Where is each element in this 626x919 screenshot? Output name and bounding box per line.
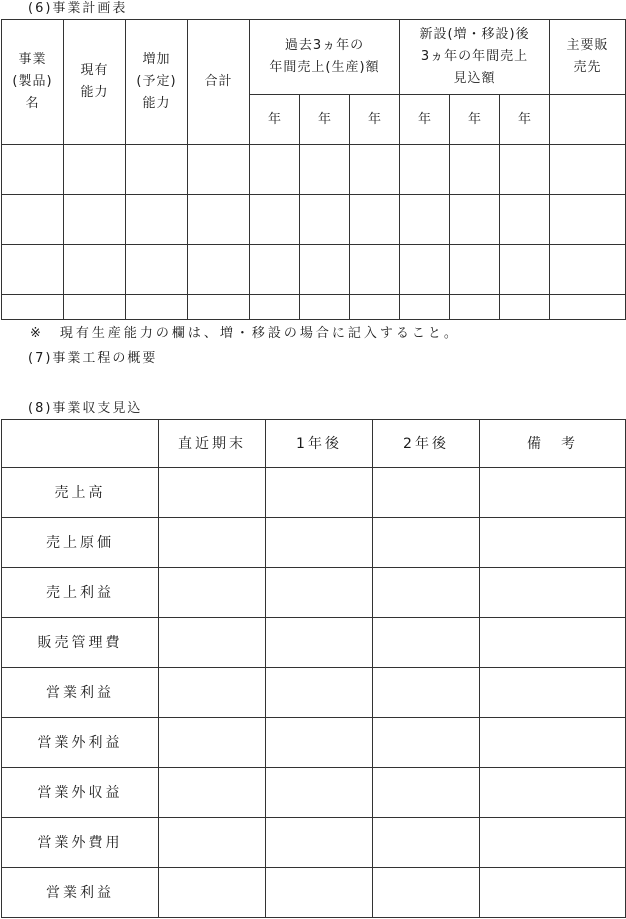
plan-cell[interactable] (450, 145, 500, 195)
capacity-note: ※ 現有生産能力の欄は、増・移設の場合に記入すること。 (30, 326, 460, 341)
future-year-2: 年 (450, 95, 500, 145)
balance-cell[interactable] (480, 868, 626, 918)
section-7-title: (7)事業工程の概要 (28, 351, 158, 366)
row-label-operating-profit: 営業利益 (2, 668, 159, 718)
balance-row (2, 768, 626, 818)
balance-header-row (2, 420, 626, 468)
plan-cell[interactable] (350, 195, 400, 245)
row-label-sga: 販売管理費 (2, 618, 159, 668)
balance-row (2, 818, 626, 868)
balance-cell[interactable] (266, 568, 373, 618)
plan-cell[interactable] (400, 295, 450, 320)
balance-cell[interactable] (480, 668, 626, 718)
plan-cell[interactable] (2, 145, 64, 195)
past-year-2: 年 (300, 95, 350, 145)
plan-cell[interactable] (550, 195, 626, 245)
column-latest-period: 直近期末 (159, 420, 266, 468)
balance-cell[interactable] (480, 718, 626, 768)
balance-cell[interactable] (266, 668, 373, 718)
row-label-non-operating-expense: 営業外費用 (2, 818, 159, 868)
past-year-3: 年 (350, 95, 400, 145)
plan-cell[interactable] (250, 145, 300, 195)
future-year-1: 年 (400, 95, 450, 145)
header-increase-line1: 増加 (142, 52, 171, 67)
row-label-non-operating-profit: 営業外利益 (2, 718, 159, 768)
plan-row (2, 295, 626, 320)
row-label-cost-of-sales: 売上原価 (2, 518, 159, 568)
balance-row (2, 718, 626, 768)
plan-cell[interactable] (126, 145, 188, 195)
balance-cell[interactable] (373, 818, 480, 868)
balance-cell[interactable] (373, 468, 480, 518)
balance-cell[interactable] (373, 668, 480, 718)
plan-cell[interactable] (250, 295, 300, 320)
balance-row (2, 518, 626, 568)
header-increase-line2: (予定) (136, 74, 177, 89)
column-two-years-later: 2年後 (373, 420, 480, 468)
header-increase-capacity (126, 20, 188, 145)
plan-row (2, 195, 626, 245)
balance-cell[interactable] (373, 868, 480, 918)
income-outlook-table (1, 419, 626, 918)
header-current-line1: 現有 (80, 63, 109, 78)
balance-row (2, 568, 626, 618)
balance-cell[interactable] (159, 818, 266, 868)
balance-cell[interactable] (480, 818, 626, 868)
future-year-3: 年 (500, 95, 550, 145)
plan-cell[interactable] (350, 295, 400, 320)
balance-cell[interactable] (373, 518, 480, 568)
balance-cell[interactable] (159, 468, 266, 518)
row-label-operating-profit-2: 営業利益 (2, 868, 159, 918)
column-remarks: 備 考 (480, 420, 626, 468)
plan-cell[interactable] (500, 145, 550, 195)
balance-cell[interactable] (373, 718, 480, 768)
balance-cell[interactable] (480, 568, 626, 618)
plan-cell[interactable] (550, 245, 626, 295)
section-8-title: (8)事業収支見込 (28, 401, 143, 416)
plan-cell[interactable] (188, 245, 250, 295)
header-future-line1: 新設(増・移設)後 (419, 27, 530, 42)
balance-cell[interactable] (266, 518, 373, 568)
header-customers-line1: 主要販 (566, 38, 609, 53)
plan-cell[interactable] (300, 295, 350, 320)
balance-cell[interactable] (266, 468, 373, 518)
plan-row (2, 245, 626, 295)
header-increase-line3: 能力 (142, 96, 171, 111)
balance-cell[interactable] (266, 718, 373, 768)
balance-cell[interactable] (159, 618, 266, 668)
balance-cell[interactable] (266, 618, 373, 668)
plan-cell[interactable] (400, 245, 450, 295)
plan-cell[interactable] (500, 295, 550, 320)
balance-cell[interactable] (266, 818, 373, 868)
balance-cell[interactable] (480, 618, 626, 668)
plan-cell[interactable] (250, 195, 300, 245)
plan-cell[interactable] (450, 245, 500, 295)
balance-cell[interactable] (373, 618, 480, 668)
plan-cell[interactable] (550, 295, 626, 320)
header-total: 合計 (188, 20, 250, 145)
balance-cell[interactable] (159, 668, 266, 718)
plan-cell[interactable] (300, 245, 350, 295)
plan-cell[interactable] (350, 145, 400, 195)
plan-cell[interactable] (350, 245, 400, 295)
plan-cell[interactable] (64, 295, 126, 320)
past-year-1: 年 (250, 95, 300, 145)
header-business-line2: (製品) (12, 74, 53, 89)
balance-cell[interactable] (480, 518, 626, 568)
balance-cell[interactable] (159, 768, 266, 818)
balance-cell[interactable] (373, 768, 480, 818)
header-business-line1: 事業 (18, 52, 47, 67)
balance-cell[interactable] (159, 568, 266, 618)
balance-cell[interactable] (159, 868, 266, 918)
plan-cell[interactable] (250, 245, 300, 295)
plan-cell[interactable] (188, 145, 250, 195)
customers-subcell (550, 95, 626, 145)
balance-cell[interactable] (373, 568, 480, 618)
header-business-line3: 名 (25, 96, 40, 111)
plan-cell[interactable] (188, 195, 250, 245)
header-customers-line2: 売先 (573, 60, 602, 75)
header-current-capacity (64, 20, 126, 145)
row-label-sales: 売上高 (2, 468, 159, 518)
plan-cell[interactable] (300, 195, 350, 245)
header-past-line2: 年間売上(生産)額 (269, 60, 380, 75)
plan-cell[interactable] (64, 245, 126, 295)
plan-cell[interactable] (64, 195, 126, 245)
header-current-line2: 能力 (80, 85, 109, 100)
header-past-line1: 過去3ヵ年の (284, 38, 365, 53)
header-main-customers (550, 20, 626, 95)
row-label-gross-profit: 売上利益 (2, 568, 159, 618)
row-label-non-operating-income: 営業外収益 (2, 768, 159, 818)
plan-cell[interactable] (400, 145, 450, 195)
plan-cell[interactable] (126, 295, 188, 320)
plan-cell[interactable] (64, 145, 126, 195)
plan-cell[interactable] (450, 295, 500, 320)
column-one-year-later: 1年後 (266, 420, 373, 468)
plan-row (2, 145, 626, 195)
plan-cell[interactable] (300, 145, 350, 195)
balance-row (2, 668, 626, 718)
plan-cell[interactable] (500, 195, 550, 245)
header-past-sales (250, 20, 400, 95)
balance-cell[interactable] (266, 768, 373, 818)
header-future-line3: 見込額 (453, 71, 496, 86)
header-future-sales (400, 20, 550, 95)
balance-cell[interactable] (159, 718, 266, 768)
plan-cell[interactable] (126, 245, 188, 295)
business-plan-table (1, 19, 626, 320)
plan-cell[interactable] (126, 195, 188, 245)
balance-cell[interactable] (480, 468, 626, 518)
balance-cell[interactable] (480, 768, 626, 818)
balance-cell[interactable] (159, 518, 266, 568)
plan-cell[interactable] (2, 245, 64, 295)
header-business-name (2, 20, 64, 145)
plan-cell[interactable] (550, 145, 626, 195)
plan-cell[interactable] (2, 195, 64, 245)
section-6-title: (6)事業計画表 (28, 1, 128, 16)
plan-cell[interactable] (2, 295, 64, 320)
balance-row (2, 468, 626, 518)
plan-cell[interactable] (450, 195, 500, 245)
plan-cell[interactable] (500, 245, 550, 295)
balance-row (2, 618, 626, 668)
plan-cell[interactable] (400, 195, 450, 245)
header-future-line2: 3ヵ年の年間売上 (420, 49, 529, 64)
balance-row (2, 868, 626, 918)
plan-cell[interactable] (188, 295, 250, 320)
balance-header-blank (2, 420, 159, 468)
balance-cell[interactable] (266, 868, 373, 918)
